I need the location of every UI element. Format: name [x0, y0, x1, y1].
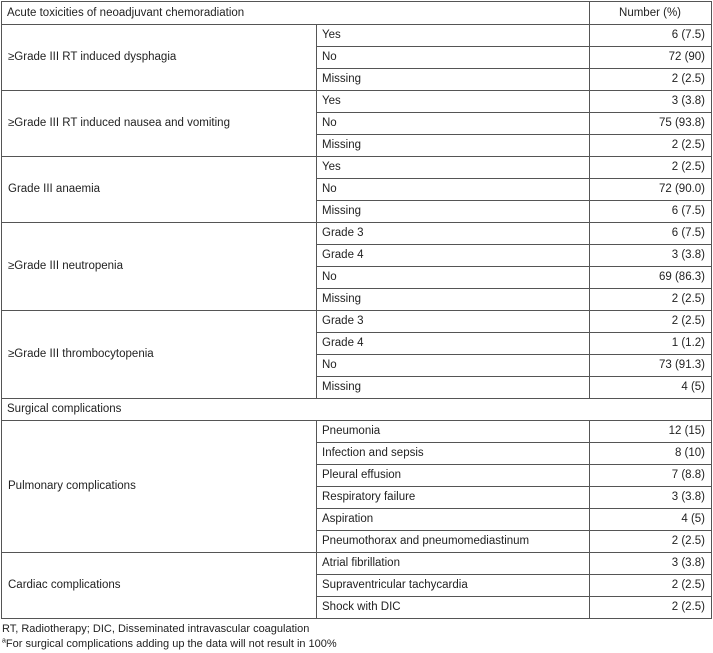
category-cell: Respiratory failure: [317, 487, 590, 509]
number-percent-cell: 2 (2.5): [590, 311, 712, 333]
category-cell: No: [317, 47, 590, 69]
number-percent-cell: 75 (93.8): [590, 113, 712, 135]
number-percent-cell: 72 (90): [590, 47, 712, 69]
category-cell: Infection and sepsis: [317, 443, 590, 465]
number-percent-cell: 72 (90.0): [590, 179, 712, 201]
number-percent-cell: 73 (91.3): [590, 355, 712, 377]
section-row: [2, 399, 712, 421]
toxicity-table: [1, 1, 712, 619]
footnote-text: For surgical complications adding up the data will not result in 100%: [5, 638, 337, 650]
category-cell: Missing: [317, 135, 590, 157]
header-number-percent: Number (%): [590, 2, 712, 25]
header-label: Acute toxicities of neoadjuvant chemoradiation: [2, 2, 590, 25]
footnotes: [2, 622, 337, 652]
number-percent-cell: 2 (2.5): [590, 135, 712, 157]
table-row: [2, 157, 712, 179]
number-percent-cell: 4 (5): [590, 377, 712, 399]
category-cell: Aspiration: [317, 509, 590, 531]
category-cell: Pleural effusion: [317, 465, 590, 487]
number-percent-cell: 2 (2.5): [590, 597, 712, 619]
section-title: Surgical complications: [2, 399, 712, 421]
abbreviation-note: RT, Radiotherapy; DIC, Disseminated intravascular coagulation: [2, 623, 310, 635]
category-cell: Grade 4: [317, 245, 590, 267]
table-body: [2, 25, 712, 619]
number-percent-cell: 2 (2.5): [590, 289, 712, 311]
group-label: Grade III anaemia: [2, 157, 317, 223]
category-cell: Missing: [317, 377, 590, 399]
table-row: [2, 25, 712, 47]
table-row: [2, 311, 712, 333]
number-percent-cell: 2 (2.5): [590, 531, 712, 553]
category-cell: Missing: [317, 289, 590, 311]
footnote-marker: a: [2, 637, 6, 645]
number-percent-cell: 6 (7.5): [590, 25, 712, 47]
category-cell: Atrial fibrillation: [317, 553, 590, 575]
table-row: [2, 223, 712, 245]
group-label: ≥Grade III neutropenia: [2, 223, 317, 311]
category-cell: Grade 4: [317, 333, 590, 355]
number-percent-cell: 3 (3.8): [590, 553, 712, 575]
category-cell: Pneumothorax and pneumomediastinum: [317, 531, 590, 553]
number-percent-cell: 7 (8.8): [590, 465, 712, 487]
group-label: ≥Grade III RT induced dysphagia: [2, 25, 317, 91]
category-cell: Supraventricular tachycardia: [317, 575, 590, 597]
table-row: [2, 91, 712, 113]
number-percent-cell: 2 (2.5): [590, 575, 712, 597]
number-percent-cell: 6 (7.5): [590, 201, 712, 223]
number-percent-cell: 3 (3.8): [590, 487, 712, 509]
number-percent-cell: 12 (15): [590, 421, 712, 443]
category-cell: Shock with DIC: [317, 597, 590, 619]
category-cell: No: [317, 113, 590, 135]
category-cell: No: [317, 179, 590, 201]
number-percent-cell: 2 (2.5): [590, 157, 712, 179]
table-row: [2, 421, 712, 443]
category-cell: Pneumonia: [317, 421, 590, 443]
number-percent-cell: 8 (10): [590, 443, 712, 465]
number-percent-cell: 4 (5): [590, 509, 712, 531]
table-row: [2, 553, 712, 575]
category-cell: Grade 3: [317, 223, 590, 245]
number-percent-cell: 1 (1.2): [590, 333, 712, 355]
group-label: Cardiac complications: [2, 553, 317, 619]
number-percent-cell: 69 (86.3): [590, 267, 712, 289]
category-cell: No: [317, 355, 590, 377]
category-cell: Yes: [317, 157, 590, 179]
category-cell: Grade 3: [317, 311, 590, 333]
number-percent-cell: 3 (3.8): [590, 245, 712, 267]
number-percent-cell: 2 (2.5): [590, 69, 712, 91]
number-percent-cell: 3 (3.8): [590, 91, 712, 113]
table-header-row: [2, 2, 712, 25]
group-label: ≥Grade III thrombocytopenia: [2, 311, 317, 399]
category-cell: Yes: [317, 25, 590, 47]
category-cell: No: [317, 267, 590, 289]
number-percent-cell: 6 (7.5): [590, 223, 712, 245]
category-cell: Missing: [317, 201, 590, 223]
category-cell: Yes: [317, 91, 590, 113]
group-label: Pulmonary complications: [2, 421, 317, 553]
group-label: ≥Grade III RT induced nausea and vomiting: [2, 91, 317, 157]
category-cell: Missing: [317, 69, 590, 91]
surgical-footnote: [2, 637, 337, 652]
